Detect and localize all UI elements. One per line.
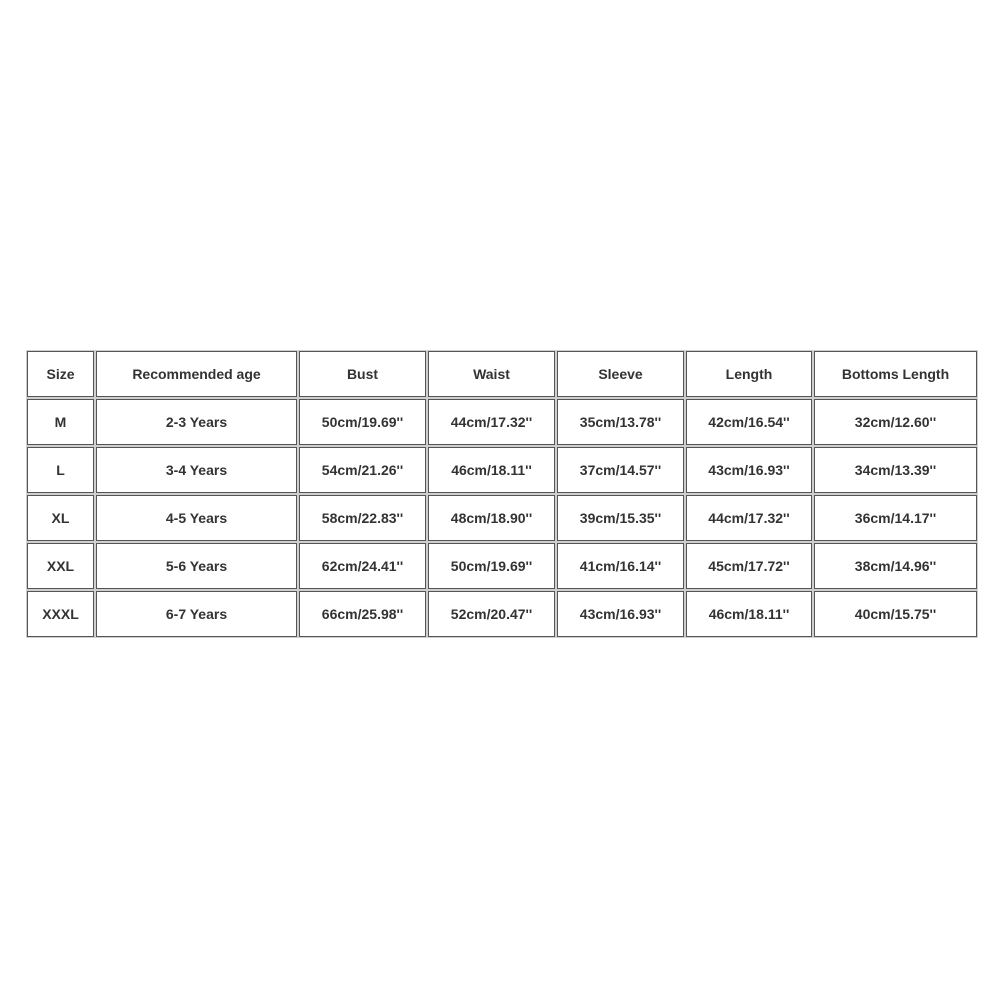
- table-row: [27, 399, 977, 445]
- table-cell-age: 4-5 Years: [96, 495, 297, 541]
- table-cell-size: XXL: [27, 543, 94, 589]
- table-cell-bottoms-length: 36cm/14.17'': [814, 495, 977, 541]
- size-chart-table: [25, 349, 979, 639]
- table-cell-bust: 62cm/24.41'': [299, 543, 426, 589]
- header-cell-length: Length: [686, 351, 812, 397]
- header-cell-recommended-age: Recommended age: [96, 351, 297, 397]
- table-cell-size: XXXL: [27, 591, 94, 637]
- table-cell-sleeve: 41cm/16.14'': [557, 543, 684, 589]
- table-row: [27, 591, 977, 637]
- table-cell-length: 43cm/16.93'': [686, 447, 812, 493]
- table-cell-bust: 54cm/21.26'': [299, 447, 426, 493]
- table-cell-waist: 46cm/18.11'': [428, 447, 555, 493]
- header-cell-size: Size: [27, 351, 94, 397]
- table-cell-sleeve: 35cm/13.78'': [557, 399, 684, 445]
- header-cell-bust: Bust: [299, 351, 426, 397]
- header-row: [27, 351, 977, 397]
- table-cell-waist: 52cm/20.47'': [428, 591, 555, 637]
- table-cell-bust: 66cm/25.98'': [299, 591, 426, 637]
- table-cell-age: 6-7 Years: [96, 591, 297, 637]
- table-row: [27, 495, 977, 541]
- table-row: [27, 447, 977, 493]
- table-cell-length: 44cm/17.32'': [686, 495, 812, 541]
- header-cell-waist: Waist: [428, 351, 555, 397]
- table-cell-bottoms-length: 32cm/12.60'': [814, 399, 977, 445]
- table-cell-bottoms-length: 40cm/15.75'': [814, 591, 977, 637]
- table-cell-bottoms-length: 34cm/13.39'': [814, 447, 977, 493]
- table-cell-size: M: [27, 399, 94, 445]
- table-cell-bust: 50cm/19.69'': [299, 399, 426, 445]
- table-cell-length: 42cm/16.54'': [686, 399, 812, 445]
- table-cell-length: 45cm/17.72'': [686, 543, 812, 589]
- table-cell-sleeve: 43cm/16.93'': [557, 591, 684, 637]
- table-cell-waist: 48cm/18.90'': [428, 495, 555, 541]
- table-cell-age: 5-6 Years: [96, 543, 297, 589]
- table-cell-size: XL: [27, 495, 94, 541]
- table-cell-bust: 58cm/22.83'': [299, 495, 426, 541]
- table-cell-age: 2-3 Years: [96, 399, 297, 445]
- table-cell-sleeve: 39cm/15.35'': [557, 495, 684, 541]
- table-cell-size: L: [27, 447, 94, 493]
- table-cell-sleeve: 37cm/14.57'': [557, 447, 684, 493]
- table-cell-waist: 44cm/17.32'': [428, 399, 555, 445]
- table-row: [27, 543, 977, 589]
- table-cell-length: 46cm/18.11'': [686, 591, 812, 637]
- table-cell-age: 3-4 Years: [96, 447, 297, 493]
- header-cell-sleeve: Sleeve: [557, 351, 684, 397]
- table-cell-waist: 50cm/19.69'': [428, 543, 555, 589]
- table-cell-bottoms-length: 38cm/14.96'': [814, 543, 977, 589]
- header-cell-bottoms-length: Bottoms Length: [814, 351, 977, 397]
